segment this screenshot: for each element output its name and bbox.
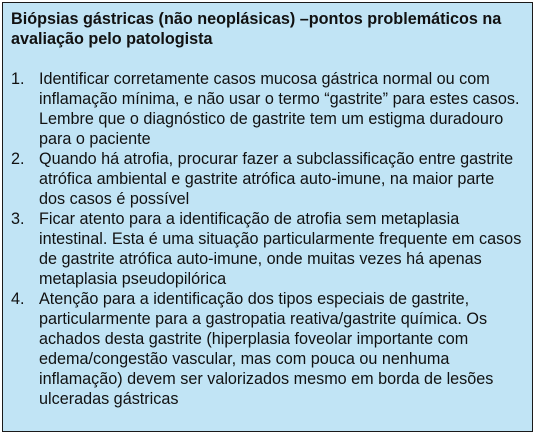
list-item-number: 3. (11, 210, 25, 228)
list-item (11, 149, 522, 209)
list-item (11, 289, 522, 409)
list-item-text: Atenção para a identificação dos tipos especiais de gastrite, particularmente para a gastropatia reativa/gastrite química. Os achados desta gastrite (hiperplasia foveolar importante com edema/congestão vascular, mas com pouca ou nenhuma inflamação) devem ser valorizados mesmo em borda de lesões ulceradas gástricas (39, 290, 494, 408)
list-item-text: Ficar atento para a identificação de atrofia sem metaplasia intestinal. Esta é uma situação particularmente frequente em casos de gastrite atrófica auto-imune, onde muitas vezes há apenas metaplasia pseudopilórica (39, 210, 522, 288)
list-item (11, 209, 522, 289)
list-item-text: Quando há atrofia, procurar fazer a subclassificação entre gastrite atrófica ambiental e gastrite atrófica auto-imune, na maior parte dos casos é possível (39, 150, 514, 208)
text-box (2, 2, 533, 432)
numbered-list (11, 69, 522, 409)
list-item-number: 1. (11, 70, 25, 88)
list-item-number: 2. (11, 150, 25, 168)
list-item (11, 69, 522, 149)
list-item-number: 4. (11, 290, 25, 308)
list-item-text: Identificar corretamente casos mucosa gástrica normal ou com inflamação mínima, e não usar o termo “gastrite” para estes casos. Lembre que o diagnóstico de gastrite tem um estigma duradouro para o paciente (39, 70, 520, 148)
box-title: Biópsias gástricas (não neoplásicas) –pontos problemáticos na avaliação pelo patologista (11, 10, 502, 48)
